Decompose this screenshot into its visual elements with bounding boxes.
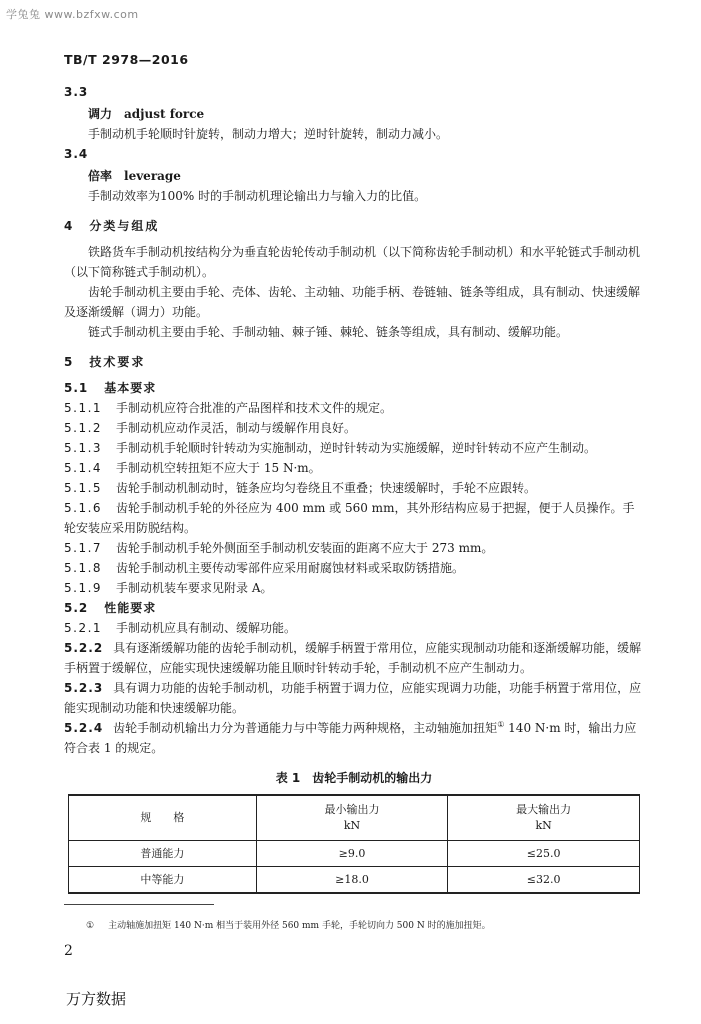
header-min: 最小输出力 kN [256, 795, 448, 841]
term-zh: 倍率 [88, 169, 113, 183]
table-row: 中等能力 ≥18.0 ≤32.0 [69, 867, 640, 894]
clause: 5.1.7 齿轮手制动机手轮外侧面至手制动机安装面的距离不应大于 273 mm。 [64, 541, 494, 555]
table-header-row [69, 795, 640, 841]
footnote-reference[interactable]: ① [497, 720, 505, 729]
term-en: adjust force [124, 107, 205, 121]
clause: 5.1.5 齿轮手制动机制动时，链条应均匀卷绕且不重叠；快速缓解时，手轮不应跟转。 [64, 481, 537, 495]
clause: 5.1.9 手制动机装车要求见附录 A。 [64, 581, 273, 595]
output-force-table [68, 794, 640, 894]
section-title: 分类与组成 [89, 219, 160, 233]
clause: 5.1.6 齿轮手制动机手轮的外径应为 400 mm 或 560 mm，其外形结构应易于把握，便于人员操作。手轮安装应采用防脱结构。 [64, 501, 635, 535]
section-title: 基本要求 [104, 381, 157, 395]
table-row: 普通能力 ≥9.0 ≤25.0 [69, 841, 640, 867]
page-number: 2 [64, 943, 73, 959]
term-en: leverage [124, 169, 181, 183]
clause: 5.1.4 手制动机空转扭矩不应大于 15 N·m。 [64, 461, 321, 475]
clause: 5.2.3 具有调力功能的齿轮手制动机，功能手柄置于调力位，应能实现调力功能，功能手柄置于常用位，应能实现制动功能和快速缓解功能。 [64, 681, 642, 715]
section-4-heading [64, 216, 644, 236]
footnote-text: 主动轴施加扭矩 140 N·m 相当于装用外径 560 mm 手轮，手轮切向力 500 N 时的施加扭矩。 [108, 921, 491, 931]
term-zh: 调力 [88, 107, 113, 121]
document-body [64, 82, 644, 894]
paragraph: 链式手制动机主要由手轮、手制动轴、棘子锤、棘轮、链条等组成，具有制动、缓解功能。 [88, 325, 569, 339]
clause: 5.1.8 齿轮手制动机主要传动零部件应采用耐腐蚀材料或采取防锈措施。 [64, 561, 465, 575]
header-spec: 规 格 [69, 795, 257, 841]
clause: 5.2.2 具有逐渐缓解功能的齿轮手制动机，缓解手柄置于常用位，应能实现制动功能和逐渐缓解功能，缓解手柄置于缓解位，应能实现快速缓解功能且顺时针转动手轮，手制动机不应产生制动力。 [64, 641, 642, 675]
watermark-bottom: 万方数据 [66, 990, 127, 1008]
section-number: 3.4 [64, 147, 89, 161]
paragraph: 齿轮手制动机主要由手轮、壳体、齿轮、主动轴、功能手柄、卷链轴、链条等组成，具有制动、快速缓解及逐渐缓解（调力）功能。 [64, 285, 641, 319]
clause: 5.1.2 手制动机应动作灵活，制动与缓解作用良好。 [64, 421, 357, 435]
clause: 5.1.1 手制动机应符合批准的产品图样和技术文件的规定。 [64, 401, 393, 415]
term-heading [88, 166, 644, 186]
header-max: 最大输出力 kN [448, 795, 640, 841]
footnote-separator [64, 904, 214, 905]
section-3-4 [64, 144, 644, 164]
watermark-top: 学兔兔 www.bzfxw.com [6, 8, 139, 21]
table-label: 表 1 [275, 771, 301, 785]
footnote-mark: ① [86, 921, 95, 931]
term-definition: 手制动机手轮顺时针旋转，制动力增大；逆时针旋转，制动力减小。 [88, 127, 449, 141]
section-title: 性能要求 [104, 601, 157, 615]
clause: 5.2.4 齿轮手制动机输出力分为普通能力与中等能力两种规格，主动轴施加扭矩① 140 N·m 时，输出力应符合表 1 的规定。 [64, 720, 637, 755]
section-number: 4 [64, 219, 74, 233]
term-definition: 手制动效率为100% 时的手制动机理论输出力与输入力的比值。 [88, 189, 427, 203]
clause: 5.2.1 手制动机应具有制动、缓解功能。 [64, 621, 297, 635]
table-title: 齿轮手制动机的输出力 [312, 771, 433, 785]
footnote [86, 918, 646, 931]
section-number: 3.3 [64, 85, 89, 99]
section-number: 5.1 [64, 381, 89, 395]
clause: 5.1.3 手制动机手轮顺时针转动为实施制动，逆时针转动为实施缓解，逆时针转动不应产生制动。 [64, 441, 597, 455]
section-number: 5.2 [64, 601, 89, 615]
term-heading [88, 104, 644, 124]
table-caption [64, 768, 644, 788]
section-title: 技术要求 [89, 355, 146, 369]
subsection-5-2-heading [64, 598, 644, 618]
document-code: TB/T 2978—2016 [64, 52, 189, 67]
section-3-3 [64, 82, 644, 102]
subsection-5-1-heading [64, 378, 644, 398]
section-number: 5 [64, 355, 74, 369]
section-5-heading [64, 352, 644, 372]
paragraph: 铁路货车手制动机按结构分为垂直轮齿轮传动手制动机（以下简称齿轮手制动机）和水平轮链式手制动机（以下简称链式手制动机）。 [64, 245, 641, 279]
